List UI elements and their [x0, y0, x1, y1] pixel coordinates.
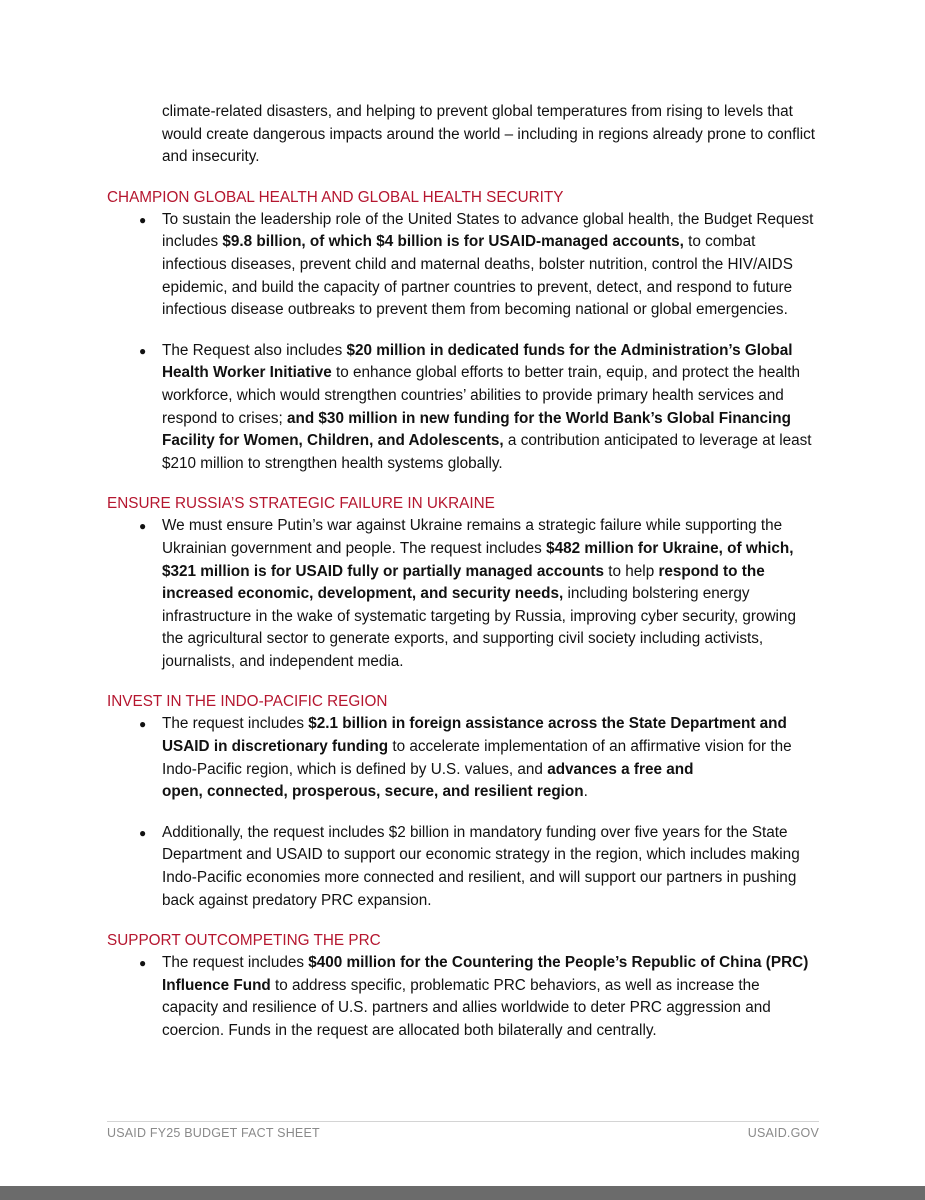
bullet-icon: ● — [139, 825, 147, 840]
heading-indo-pacific: INVEST IN THE INDO-PACIFIC REGION — [107, 693, 388, 711]
list-item: ● We must ensure Putin’s war against Ukraine remains a strategic failure while supporting the Ukrainian government and people. The request includes $482 million for Ukraine, of which, $321 million is for USAID fully or partially managed accounts to help respond to the increased economic, development, and security needs, including bolstering energy infrastructure in the wake of systematic targeting by Russia, improving cyber security, growing the agricultural sector to generate exports, and supporting civil society including activists, journalists, and independent media. — [139, 517, 796, 670]
heading-ukraine: ENSURE RUSSIA’S STRATEGIC FAILURE IN UKRAINE — [107, 495, 495, 513]
footer-document-title: USAID FY25 BUDGET FACT SHEET — [107, 1126, 320, 1140]
intro-paragraph: climate-related disasters, and helping to prevent global temperatures from rising to levels that would create dangerous impacts around the world – including in regions already prone to conflict and insecurity. — [162, 103, 816, 166]
viewer-bottom-bar — [0, 1186, 925, 1200]
list-item: ● The request includes $400 million for the Countering the People’s Republic of China (PRC) Influence Fund to address specific, problematic PRC behaviors, as well as increase the capacity and resilience of U.S. partners and allies worldwide to deter PRC aggression and coercion. Funds in the request are allocated both bilaterally and centrally. — [139, 954, 809, 1039]
list-item: ● To sustain the leadership role of the United States to advance global health, the Budget Request includes $9.8 billion, of which $4 billion is for USAID-managed accounts, to combat infectious diseases, prevent child and maternal deaths, bolster nutrition, control the HIV/AIDS epidemic, and build the capacity of partner countries to prevent, detect, and respond to future infectious disease outbreaks to prevent them from becoming national or global emergencies. — [139, 210, 814, 319]
list-item: ● The request includes $2.1 billion in foreign assistance across the State Department and USAID in discretionary funding to accelerate implementation of an affirmative vision for the Indo-Pacific region, which is defined by U.S. values, and advances a free and open, connected, prosperous, secure, and resilient region. — [139, 715, 792, 801]
footer-website: USAID.GOV — [747, 1126, 819, 1140]
bullet-icon: ● — [139, 717, 147, 732]
footer-divider — [107, 1121, 819, 1122]
indo-pacific-bullets — [107, 713, 819, 912]
list-item: ● Additionally, the request includes $2 billion in mandatory funding over five years for the State Department and USAID to support our economic strategy in the region, which includes making Indo-Pacific economies more connected and resilient, and will support our partners in pushing back against predatory PRC expansion. — [139, 823, 800, 909]
heading-global-health: CHAMPION GLOBAL HEALTH AND GLOBAL HEALTH SECURITY — [107, 188, 564, 206]
ukraine-bullets — [107, 515, 819, 673]
bullet-icon: ● — [139, 956, 147, 971]
bullet-icon: ● — [139, 212, 147, 227]
list-item: ● The Request also includes $20 million in dedicated funds for the Administration’s Global Health Worker Initiative to enhance global efforts to better train, equip, and protect the health workforce, which would strengthen countries’ abilities to provide primary health services and respond to crises; and $30 million in new funding for the World Bank’s Global Financing Facility for Women, Children, and Adolescents, a contribution anticipated to leverage at least $210 million to strengthen health systems globally. — [139, 341, 812, 472]
bullet-icon: ● — [139, 343, 147, 358]
heading-prc: SUPPORT OUTCOMPETING THE PRC — [107, 932, 381, 950]
page-content — [107, 101, 819, 1043]
bullet-icon: ● — [139, 519, 147, 534]
prc-bullets — [107, 952, 819, 1042]
global-health-bullets — [107, 209, 819, 476]
